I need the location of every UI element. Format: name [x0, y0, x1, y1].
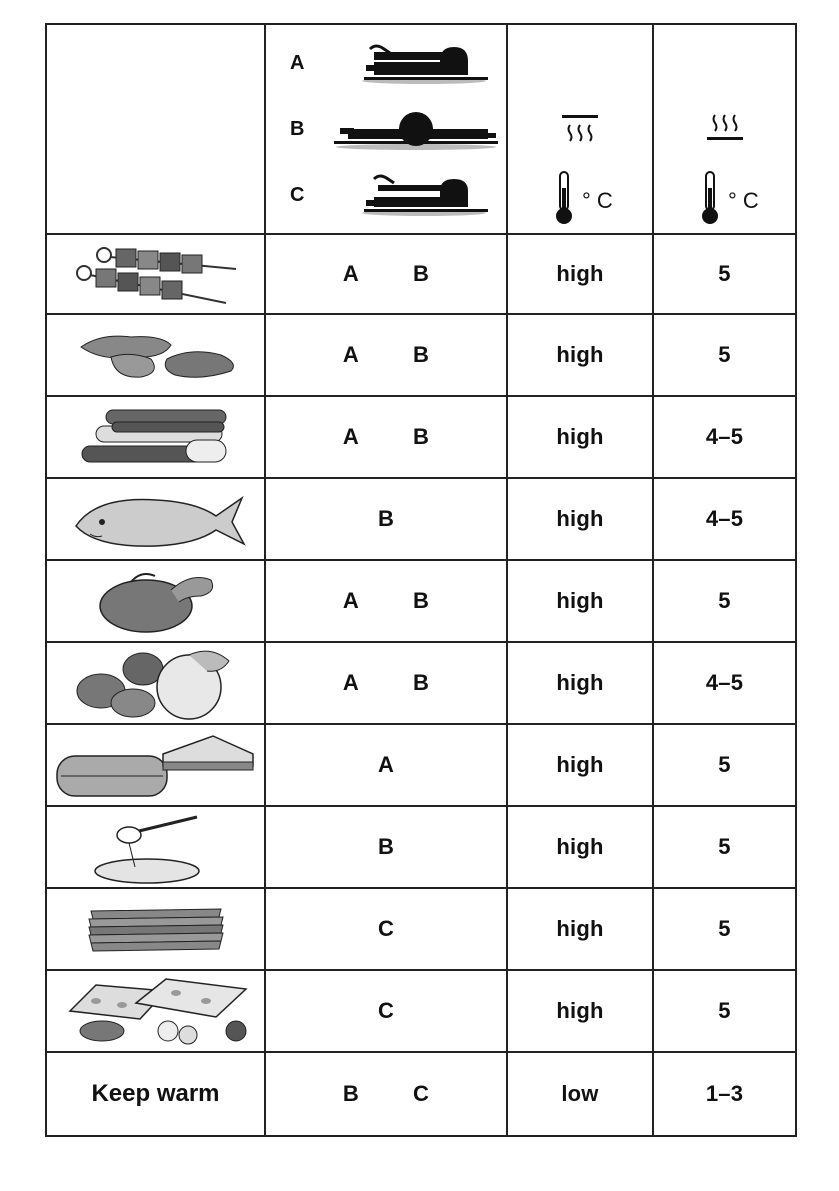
- position-value: C: [413, 1081, 430, 1106]
- food-cell: [46, 560, 265, 642]
- position-value: B: [377, 834, 395, 859]
- bottom-heat-icon: [705, 113, 745, 145]
- top-heat-value: high: [556, 424, 604, 449]
- top-heat-value: low: [561, 1081, 599, 1106]
- thermometer-icon: [700, 170, 720, 226]
- top-heat-value: high: [556, 916, 604, 941]
- position-b-letter: B: [290, 117, 305, 140]
- position-value: A: [342, 588, 359, 613]
- sandwiches-icon: [53, 732, 258, 798]
- food-cell: [46, 234, 265, 314]
- fish-icon: [66, 486, 246, 552]
- positions-cell: [265, 234, 507, 314]
- keep-warm-row: [46, 1052, 796, 1136]
- bottom-heat-value: 5: [718, 834, 731, 859]
- keep-warm-label: Keep warm: [91, 1080, 220, 1107]
- skewers-icon: [66, 239, 246, 309]
- cheese-toppings-icon: [56, 973, 256, 1049]
- top-heat-value-cell: [507, 396, 653, 478]
- bottom-heat-value-cell: [653, 806, 796, 888]
- bottom-heat-value-cell: [653, 888, 796, 970]
- food-cell: [46, 806, 265, 888]
- food-cell: [46, 478, 265, 560]
- top-heat-value-cell: [507, 1052, 653, 1136]
- top-heat-value: high: [556, 342, 604, 367]
- grill-settings-table: [45, 23, 797, 1137]
- bottom-heat-value: 5: [718, 342, 731, 367]
- table-row: [46, 806, 796, 888]
- position-a-letter: A: [290, 51, 305, 74]
- unit-celsius-bottom: ° C: [728, 188, 759, 213]
- bottom-heat-value: 5: [718, 752, 731, 777]
- position-value: B: [413, 588, 430, 613]
- position-value: B: [413, 342, 430, 367]
- food-cell: [46, 888, 265, 970]
- header-positions-cell: [265, 24, 507, 234]
- unit-celsius-top: ° C: [582, 188, 613, 213]
- top-heat-value-cell: [507, 478, 653, 560]
- top-heat-value: high: [556, 752, 604, 777]
- table-row: [46, 970, 796, 1052]
- position-value: B: [413, 424, 430, 449]
- top-heat-value-cell: [507, 724, 653, 806]
- position-value: B: [342, 1081, 359, 1106]
- header-top-heat-cell: [507, 24, 653, 234]
- positions-cell: [265, 724, 507, 806]
- position-value: B: [413, 261, 430, 286]
- position-value: A: [342, 670, 359, 695]
- table-row: [46, 888, 796, 970]
- positions-cell: [265, 888, 507, 970]
- top-heat-value-cell: [507, 970, 653, 1052]
- top-heat-value: high: [556, 588, 604, 613]
- positions-cell: [265, 1052, 507, 1136]
- top-heat-value: high: [556, 261, 604, 286]
- food-cell: [46, 314, 265, 396]
- position-value: A: [377, 752, 395, 777]
- position-value: A: [342, 424, 359, 449]
- position-c-letter: C: [290, 183, 305, 206]
- positions-cell: [265, 314, 507, 396]
- position-c-line: [266, 162, 506, 228]
- table-row: [46, 314, 796, 396]
- bottom-heat-value-cell: [653, 314, 796, 396]
- top-heat-value: high: [556, 506, 604, 531]
- position-value: C: [377, 998, 395, 1023]
- position-value: B: [377, 506, 395, 531]
- position-value: B: [413, 670, 430, 695]
- positions-cell: [265, 970, 507, 1052]
- position-value: A: [342, 261, 359, 286]
- keep-warm-label-cell: [46, 1052, 265, 1136]
- sausages-icon: [76, 404, 236, 470]
- header-row: [46, 24, 796, 234]
- position-a-line: [266, 30, 506, 96]
- top-heat-value-cell: [507, 806, 653, 888]
- vegetables-icon: [71, 645, 241, 721]
- table-row: [46, 642, 796, 724]
- positions-cell: [265, 478, 507, 560]
- top-heat-icon: [560, 113, 600, 145]
- top-heat-value-cell: [507, 642, 653, 724]
- table-row: [46, 478, 796, 560]
- bottom-heat-value-cell: [653, 478, 796, 560]
- grill-position-b-icon: [330, 107, 500, 151]
- pancake-batter-icon: [91, 809, 221, 885]
- top-heat-value: high: [556, 670, 604, 695]
- position-value: C: [377, 916, 395, 941]
- top-heat-value: high: [556, 998, 604, 1023]
- bottom-heat-value: 5: [718, 916, 731, 941]
- position-value: A: [342, 342, 359, 367]
- positions-cell: [265, 642, 507, 724]
- position-b-line: [266, 96, 506, 162]
- bottom-heat-value-cell: [653, 642, 796, 724]
- table-row: [46, 724, 796, 806]
- bottom-heat-value: 5: [718, 588, 731, 613]
- thermometer-icon: [554, 170, 574, 226]
- grill-position-a-icon: [330, 41, 490, 85]
- bottom-heat-value-cell: [653, 1052, 796, 1136]
- food-cell: [46, 724, 265, 806]
- grill-position-c-icon: [330, 173, 490, 217]
- top-heat-value-cell: [507, 888, 653, 970]
- table-row: [46, 560, 796, 642]
- header-empty-cell: [46, 24, 265, 234]
- stacked-slices-icon: [81, 901, 231, 957]
- positions-cell: [265, 560, 507, 642]
- bottom-heat-value-cell: [653, 724, 796, 806]
- bottom-heat-value-cell: [653, 234, 796, 314]
- bottom-heat-value: 4–5: [705, 670, 744, 695]
- bottom-heat-value-cell: [653, 560, 796, 642]
- table-row: [46, 234, 796, 314]
- chicken-icon: [91, 566, 221, 636]
- bottom-heat-value-cell: [653, 396, 796, 478]
- header-bottom-heat-cell: [653, 24, 796, 234]
- bottom-heat-value: 4–5: [705, 424, 744, 449]
- food-cell: [46, 396, 265, 478]
- bottom-heat-value: 1–3: [705, 1081, 744, 1106]
- bottom-heat-value: 5: [718, 261, 731, 286]
- food-cell: [46, 642, 265, 724]
- top-heat-value: high: [556, 834, 604, 859]
- table-row: [46, 396, 796, 478]
- top-heat-value-cell: [507, 314, 653, 396]
- positions-cell: [265, 396, 507, 478]
- bottom-heat-value: 5: [718, 998, 731, 1023]
- bottom-heat-value: 4–5: [705, 506, 744, 531]
- top-heat-value-cell: [507, 234, 653, 314]
- steaks-icon: [71, 325, 241, 385]
- food-cell: [46, 970, 265, 1052]
- bottom-heat-value-cell: [653, 970, 796, 1052]
- positions-cell: [265, 806, 507, 888]
- top-heat-value-cell: [507, 560, 653, 642]
